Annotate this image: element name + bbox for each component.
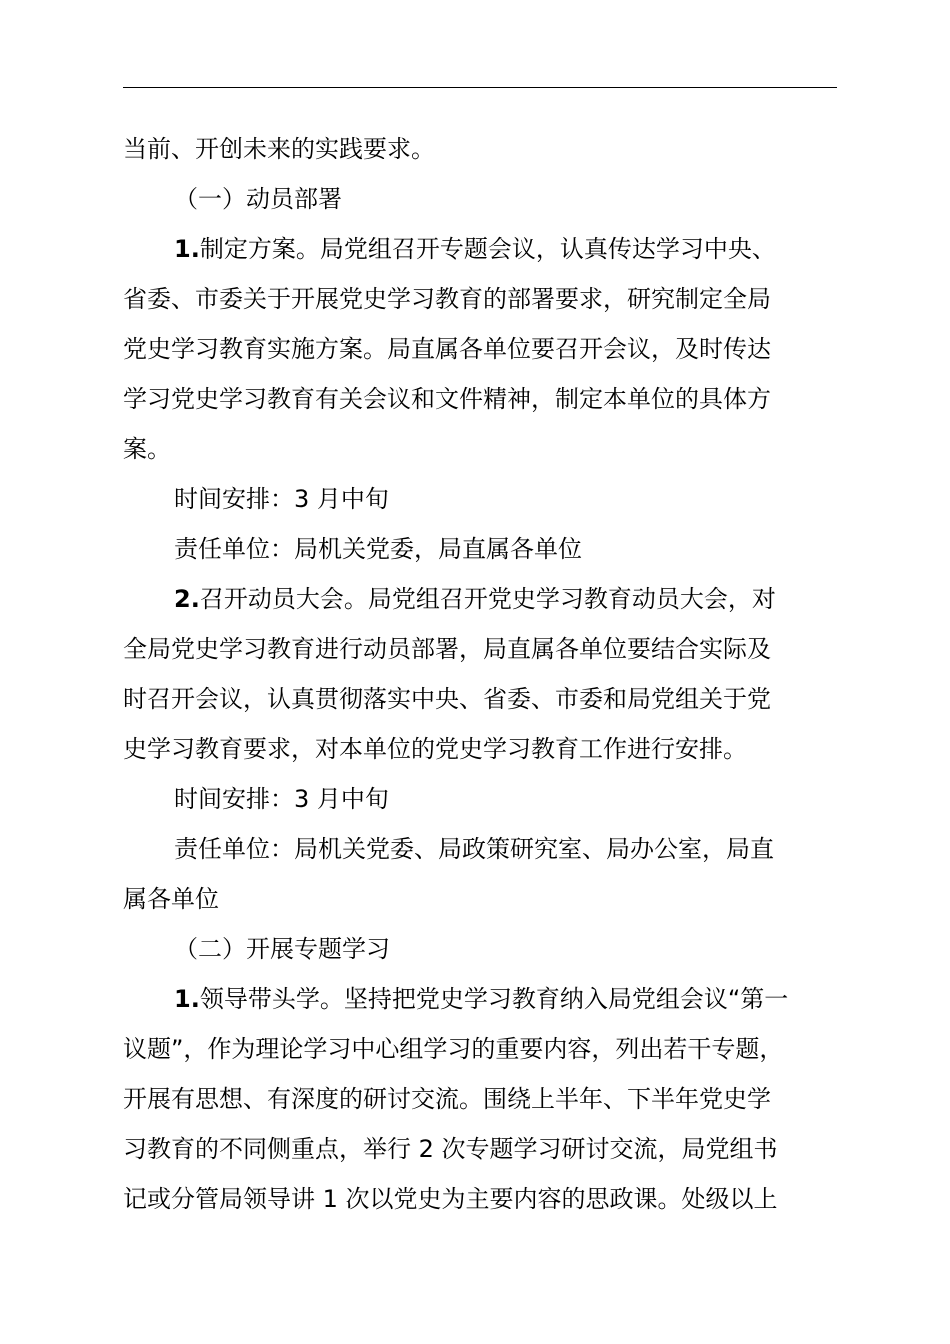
schedule-line: 时间安排：3 月中旬 [174, 485, 389, 513]
text-line: 全局党史学习教育进行动员部署，局直属各单位要结合实际及 [123, 635, 771, 663]
text-line: 属各单位 [123, 885, 219, 913]
item-number: 1. [174, 985, 200, 1013]
document-body [123, 124, 837, 1224]
header-rule [123, 87, 837, 88]
text-line: 案。 [123, 435, 171, 463]
text-line: 学习党史学习教育有关会议和文件精神，制定本单位的具体方 [123, 385, 771, 413]
item-heading-line: 1.领导带头学。坚持把党史学习教育纳入局党组会议“第一 [174, 985, 789, 1013]
item-heading-line: 2.召开动员大会。局党组召开党史学习教育动员大会，对 [174, 585, 776, 613]
text-line: 省委、市委关于开展党史学习教育的部署要求，研究制定全局 [123, 285, 771, 313]
schedule-line: 时间安排：3 月中旬 [174, 785, 389, 813]
section-heading: （一）动员部署 [174, 185, 342, 213]
item-number: 2. [174, 585, 200, 613]
responsible-line: 责任单位：局机关党委，局直属各单位 [174, 535, 582, 563]
text-line: 议题”，作为理论学习中心组学习的重要内容，列出若干专题， [123, 1035, 784, 1063]
responsible-line: 责任单位：局机关党委、局政策研究室、局办公室，局直 [174, 835, 774, 863]
text-line: 党史学习教育实施方案。局直属各单位要召开会议，及时传达 [123, 335, 771, 363]
section-heading: （二）开展专题学习 [174, 935, 390, 963]
text-line: 当前、开创未来的实践要求。 [123, 135, 435, 163]
item-heading-line: 1.制定方案。局党组召开专题会议，认真传达学习中央、 [174, 235, 776, 263]
text-line: 开展有思想、有深度的研讨交流。围绕上半年、下半年党史学 [123, 1085, 771, 1113]
item-number: 1. [174, 235, 200, 263]
text-line: 记或分管局领导讲 1 次以党史为主要内容的思政课。处级以上 [123, 1185, 778, 1213]
text-line: 习教育的不同侧重点，举行 2 次专题学习研讨交流，局党组书 [123, 1135, 778, 1163]
text-line: 史学习教育要求，对本单位的党史学习教育工作进行安排。 [123, 735, 747, 763]
text-line: 时召开会议，认真贯彻落实中央、省委、市委和局党组关于党 [123, 685, 771, 713]
